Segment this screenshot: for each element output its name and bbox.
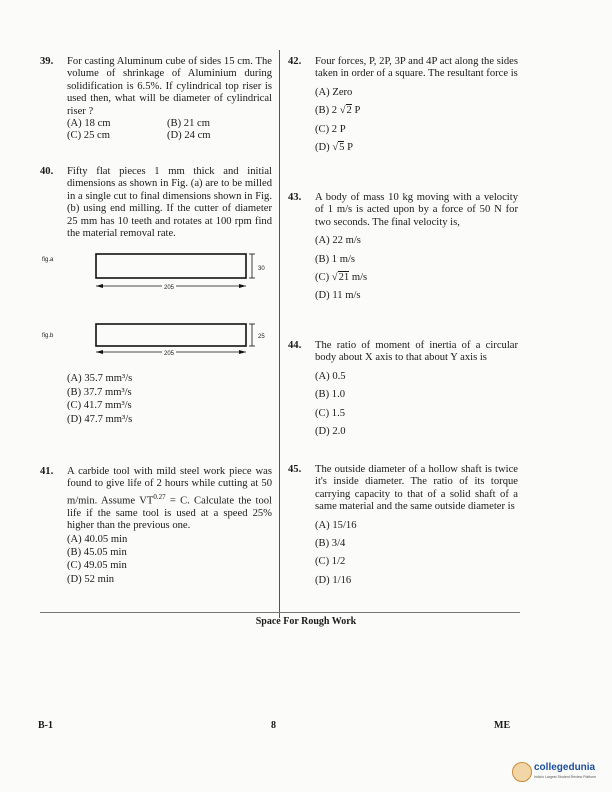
options <box>315 235 518 303</box>
question-number: 42. <box>288 56 302 67</box>
question-text: A carbide tool with mild steel work piece was found to give life of 2 hours while cutting at 50 m/min. Assume $VT^{0.27} = C$. Calculate the tool life if the same tool is used at a speed 25% higher than the previous one. <box>67 466 273 532</box>
question-text: The outside diameter of a hollow shaft is twice it's inside diameter. The ratio of its torque carrying capacity to that of a solid shaft of a same material and the same outside diameter is <box>315 464 518 513</box>
options <box>67 373 272 426</box>
question-40 <box>40 166 272 466</box>
figure-b-drawing <box>40 316 270 366</box>
question-39 <box>40 56 272 166</box>
question-41 <box>40 466 272 586</box>
figure-b <box>40 316 272 372</box>
question-number: 45. <box>288 464 302 475</box>
option-b[interactable]: (B) 1 m/s <box>315 253 356 265</box>
option-c[interactable]: (C) 2 P <box>315 123 346 135</box>
option-c[interactable]: (C) 25 cm <box>67 130 110 142</box>
option-b[interactable]: (B) 1.0 <box>315 389 346 401</box>
option-b[interactable]: (B) 3/4 <box>315 538 346 550</box>
left-column <box>40 56 272 586</box>
figure-a-height: 30 <box>258 266 265 273</box>
footer-subject-code: ME <box>494 720 511 731</box>
brand-name: collegedunia <box>534 762 596 773</box>
option-d[interactable]: (D) 24 cm <box>167 130 211 142</box>
question-text: Four forces, P, 2P, 3P and 4P act along the sides taken in order of a square. The resultant force is <box>315 56 518 80</box>
question-42 <box>288 56 518 192</box>
option-c[interactable]: (C) 41.7 mm³/s <box>67 400 132 412</box>
option-c[interactable]: (C) √21 m/s <box>315 272 368 284</box>
options <box>315 520 518 588</box>
right-column <box>288 56 518 587</box>
option-d[interactable]: (D) 47.7 mm³/s <box>67 413 133 425</box>
figure-b-label: fig.b <box>42 333 54 340</box>
question-44 <box>288 340 518 464</box>
rough-work-rule <box>40 612 520 613</box>
options <box>67 534 272 587</box>
column-divider <box>279 50 280 618</box>
option-a[interactable]: (A) 40.05 min <box>67 533 128 545</box>
option-a[interactable]: (A) Zero <box>315 86 353 98</box>
footer-page-number: 8 <box>271 720 276 731</box>
question-number: 43. <box>288 192 302 203</box>
question-number: 40. <box>40 166 54 177</box>
question-text: For casting Aluminum cube of sides 15 cm. The volume of shrinkage of Aluminium during solidification is 6.5%. If cylindrical top riser is used then, what will be diameter of cylindrical riser ? <box>67 56 272 117</box>
option-c[interactable]: (C) 1.5 <box>315 407 346 419</box>
question-number: 41. <box>40 466 54 477</box>
option-d[interactable]: (D) 1/16 <box>315 574 352 586</box>
option-d[interactable]: (D) 2.0 <box>315 426 346 438</box>
options <box>67 118 272 143</box>
option-a[interactable]: (A) 22 m/s <box>315 235 361 247</box>
brand-watermark <box>512 760 608 786</box>
option-c[interactable]: (C) 49.05 min <box>67 560 127 572</box>
option-d[interactable]: (D) 52 min <box>67 573 115 585</box>
option-a[interactable]: (A) 15/16 <box>315 519 357 531</box>
question-text: Fifty flat pieces 1 mm thick and initial dimensions as shown in Fig. (a) are to be milled in a single cut to final dimensions shown in Fig. (b) using end milling. If the cutter of diameter 25 mm has 10 teeth and rotates at 100 rpm find the material removal rate. <box>67 166 272 240</box>
figure-a-length: 205 <box>162 282 176 294</box>
question-45 <box>288 464 518 587</box>
option-d[interactable]: (D) √5 P <box>315 142 354 154</box>
option-a[interactable]: (A) 35.7 mm³/s <box>67 373 133 385</box>
options <box>315 371 518 439</box>
option-b[interactable]: (B) 2 √2 P <box>315 105 361 117</box>
question-43 <box>288 192 518 340</box>
question-number: 39. <box>40 56 54 67</box>
options <box>315 87 518 155</box>
figure-a <box>40 248 272 304</box>
option-b[interactable]: (B) 45.05 min <box>67 546 127 558</box>
figure-b-length: 205 <box>162 348 176 360</box>
rough-work-heading: Space For Rough Work <box>255 616 357 627</box>
question-text: The ratio of moment of inertia of a circular body about X axis to that about Y axis is <box>315 340 518 364</box>
option-d[interactable]: (D) 11 m/s <box>315 290 361 302</box>
option-a[interactable]: (A) 18 cm <box>67 118 111 130</box>
question-text: A body of mass 10 kg moving with a velocity of 1 m/s is acted upon by a force of 50 N for two seconds. The final velocity is, <box>315 192 518 228</box>
figure-a-drawing <box>40 248 270 298</box>
option-a[interactable]: (A) 0.5 <box>315 370 346 382</box>
question-number: 44. <box>288 340 302 351</box>
option-b[interactable]: (B) 21 cm <box>167 118 210 130</box>
option-c[interactable]: (C) 1/2 <box>315 556 346 568</box>
footer-booklet-code: B-1 <box>38 720 53 731</box>
brand-tagline: India's Largest Student Review Platform <box>534 775 597 779</box>
option-b[interactable]: (B) 37.7 mm³/s <box>67 386 132 398</box>
collegedunia-logo-icon <box>512 762 532 782</box>
figure-a-label: fig.a <box>42 257 54 264</box>
figure-b-height: 25 <box>258 334 265 341</box>
